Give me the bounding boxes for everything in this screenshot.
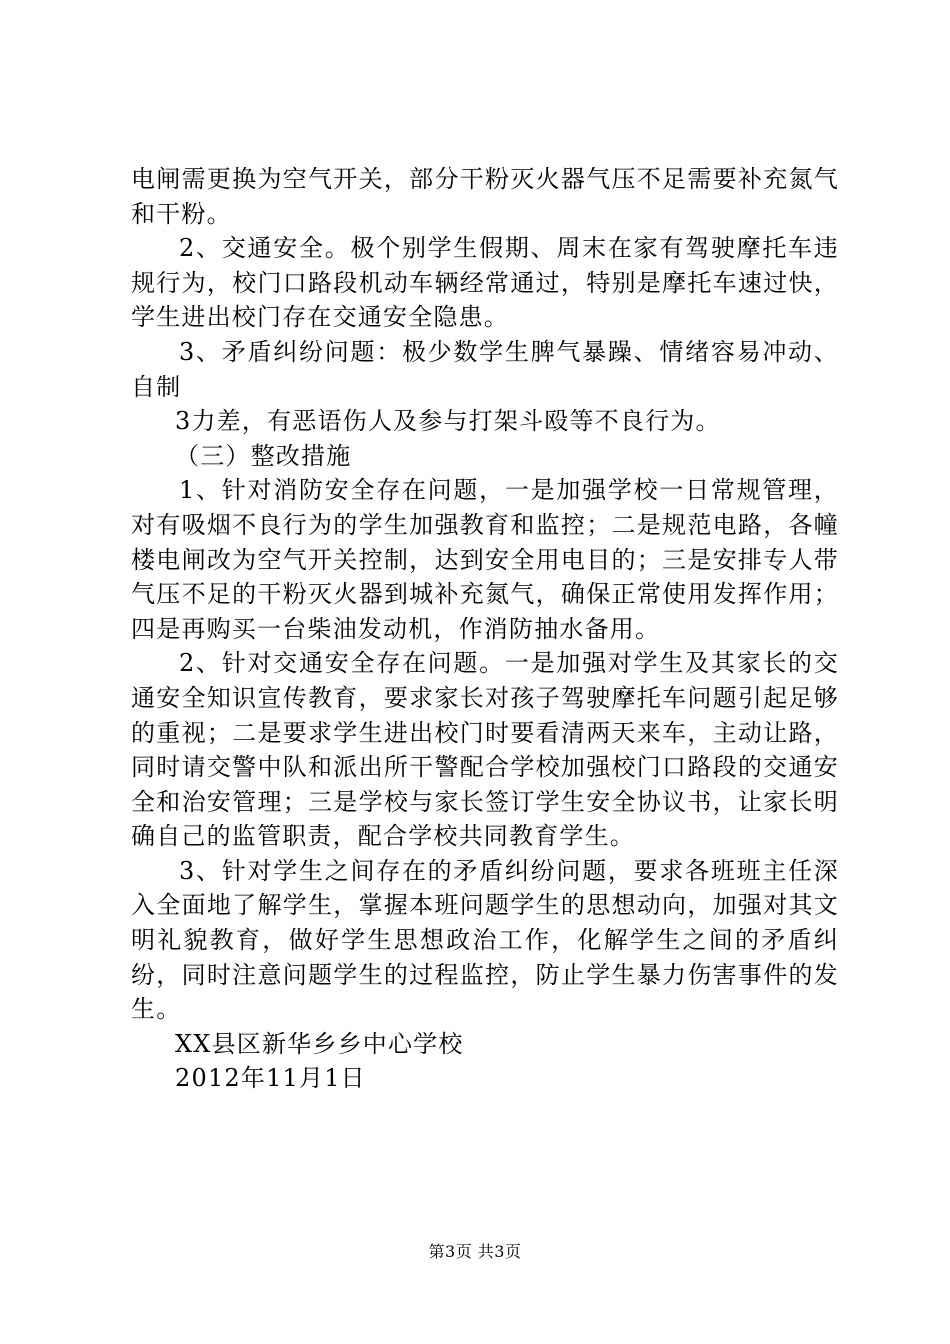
paragraph-measure-fire: 1、针对消防安全存在问题，一是加强学校一日常规管理，对有吸烟不良行为的学生加强教育和监控；二是规范电路，各幢楼电闸改为空气开关控制，达到安全用电目的；三是安排专人带气压不足的干粉灭火器到城补充氮气，确保正常使用发挥作用；四是再购买一台柴油发动机，作消防抽水备用。 bbox=[131, 476, 839, 643]
paragraph-conflict-continued: 3力差，有恶语伤人及参与打架斗殴等不良行为。 bbox=[175, 407, 721, 436]
paragraph-traffic-safety: 2、交通安全。极个别学生假期、周末在家有驾驶摩托车违规行为，校门口路段机动车辆经常通过，特别是摩托车速过快，学生进出校门存在交通安全隐患。 bbox=[131, 234, 839, 332]
document-body bbox=[131, 162, 839, 1096]
paragraph-measure-conflict: 3、针对学生之间存在的矛盾纠纷问题，要求各班班主任深入全面地了解学生，掌握本班问题学生的思想动向，加强对其文明礼貌教育，做好学生思想政治工作，化解学生之间的矛盾纠纷，同时注意问题学生的过程监控，防止学生暴力伤害事件的发生。 bbox=[131, 856, 839, 1024]
signature-date: 2012年11月1日 bbox=[175, 1064, 366, 1093]
page-footer: 第3页 共3页 bbox=[428, 1242, 522, 1261]
paragraph-fire-safety-continued: 电闸需更换为空气开关，部分干粉灭火器气压不足需要补充氮气和干粉。 bbox=[131, 165, 839, 228]
section-heading-rectification: （三）整改措施 bbox=[175, 441, 352, 470]
signature-school-name: XX县区新华乡乡中心学校 bbox=[175, 1029, 464, 1058]
paragraph-conflict-issues: 3、矛盾纠纷问题：极少数学生脾气暴躁、情绪容易冲动、自制 bbox=[131, 337, 839, 401]
paragraph-measure-traffic: 2、针对交通安全存在问题。一是加强对学生及其家长的交通安全知识宣传教育，要求家长对孩子驾驶摩托车问题引起足够的重视；二是要求学生进出校门时要看清两天来车，主动让路，同时请交警中队和派出所干警配合学校加强校门口路段的交通安全和治安管理；三是学校与家长签订学生安全协议书，让家长明确自己的监管职责，配合学校共同教育学生。 bbox=[131, 649, 839, 851]
